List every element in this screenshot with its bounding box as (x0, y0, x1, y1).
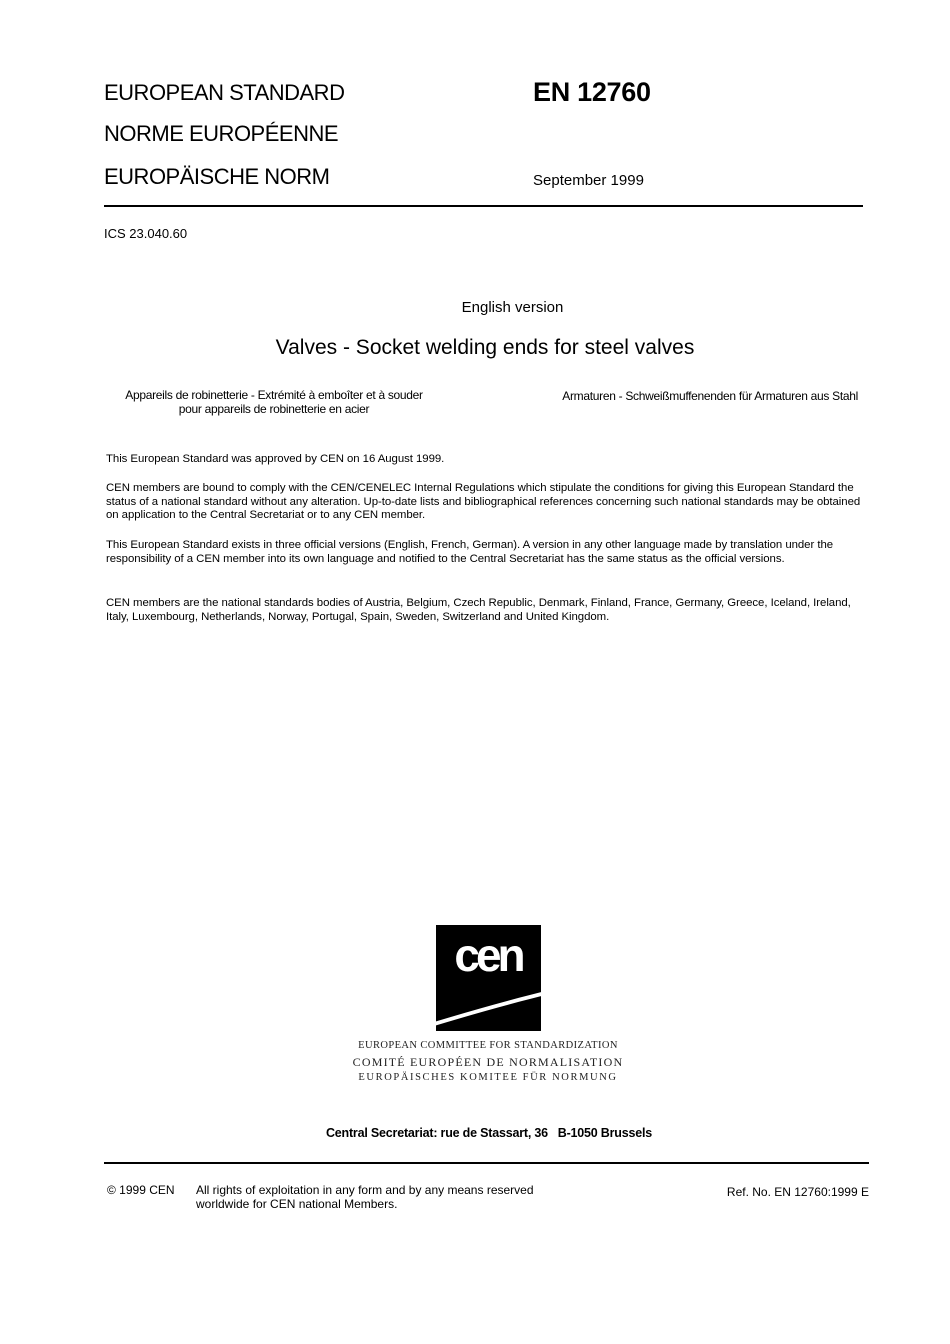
copyright-notice: © 1999 CEN (107, 1183, 175, 1197)
footer-divider (104, 1162, 869, 1164)
rights-line1: All rights of exploitation in any form and by any means reserved (196, 1183, 534, 1197)
french-title (104, 388, 444, 416)
rights-notice (196, 1183, 576, 1211)
versions-paragraph: This European Standard exists in three official versions (English, French, German). A version in any other language made by translation under the responsibility of a CEN member into its own language and notified to the Central Secretariat has the same status as the official versions. (106, 539, 834, 565)
version-label: English version (461, 299, 564, 316)
compliance-paragraph: CEN members are bound to comply with the CEN/CENELEC Internal Regulations which stipulate the conditions for giving this European Standard the status of a national standard without any alteration. Up-to-date lists and bibliographical references concerning such national standards may be obtained on application to the Central Secretariat or to any CEN member. (106, 482, 861, 521)
header-divider (104, 205, 863, 207)
header-title-en: EUROPEAN STANDARD (104, 80, 345, 105)
organization-name-de: EUROPÄISCHES KOMITEE FÜR NORMUNG (358, 1072, 618, 1083)
cen-logo-text: cen (454, 929, 522, 981)
ics-code: ICS 23.040.60 (104, 226, 188, 241)
header-title-de: EUROPÄISCHE NORM (104, 164, 330, 189)
french-title-line1: Appareils de robinetterie - Extrémité à emboîter et à souder (125, 388, 423, 402)
document-title: Valves - Socket welding ends for steel valves (275, 336, 695, 359)
header-title-fr: NORME EUROPÉENNE (104, 121, 339, 146)
cen-logo-icon (424, 925, 554, 1031)
organization-name-en: EUROPEAN COMMITTEE FOR STANDARDIZATION (358, 1040, 618, 1051)
approval-paragraph: This European Standard was approved by CEN on 16 August 1999. (106, 453, 445, 465)
french-title-line2: pour appareils de robinetterie en acier (178, 402, 370, 416)
secretariat-address: Central Secretariat: rue de Stassart, 36 B-1050 Brussels (325, 1126, 653, 1140)
organization-name-fr: COMITÉ EUROPÉEN DE NORMALISATION (352, 1055, 624, 1069)
reference-number: Ref. No. EN 12760:1999 E (726, 1185, 869, 1199)
members-paragraph: CEN members are the national standards bodies of Austria, Belgium, Czech Republic, Denmark, Finland, France, Germany, Greece, Iceland, Ireland, Italy, Luxembourg, Netherlands, Norway, Portugal, Spain, Sweden, Switzerland and United Kingdom. (106, 597, 851, 623)
rights-line2: worldwide for CEN national Members. (196, 1197, 398, 1211)
publication-date: September 1999 (533, 172, 644, 189)
standard-number: EN 12760 (533, 77, 651, 107)
german-title: Armaturen - Schweißmuffenenden für Armaturen aus Stahl (562, 389, 858, 403)
